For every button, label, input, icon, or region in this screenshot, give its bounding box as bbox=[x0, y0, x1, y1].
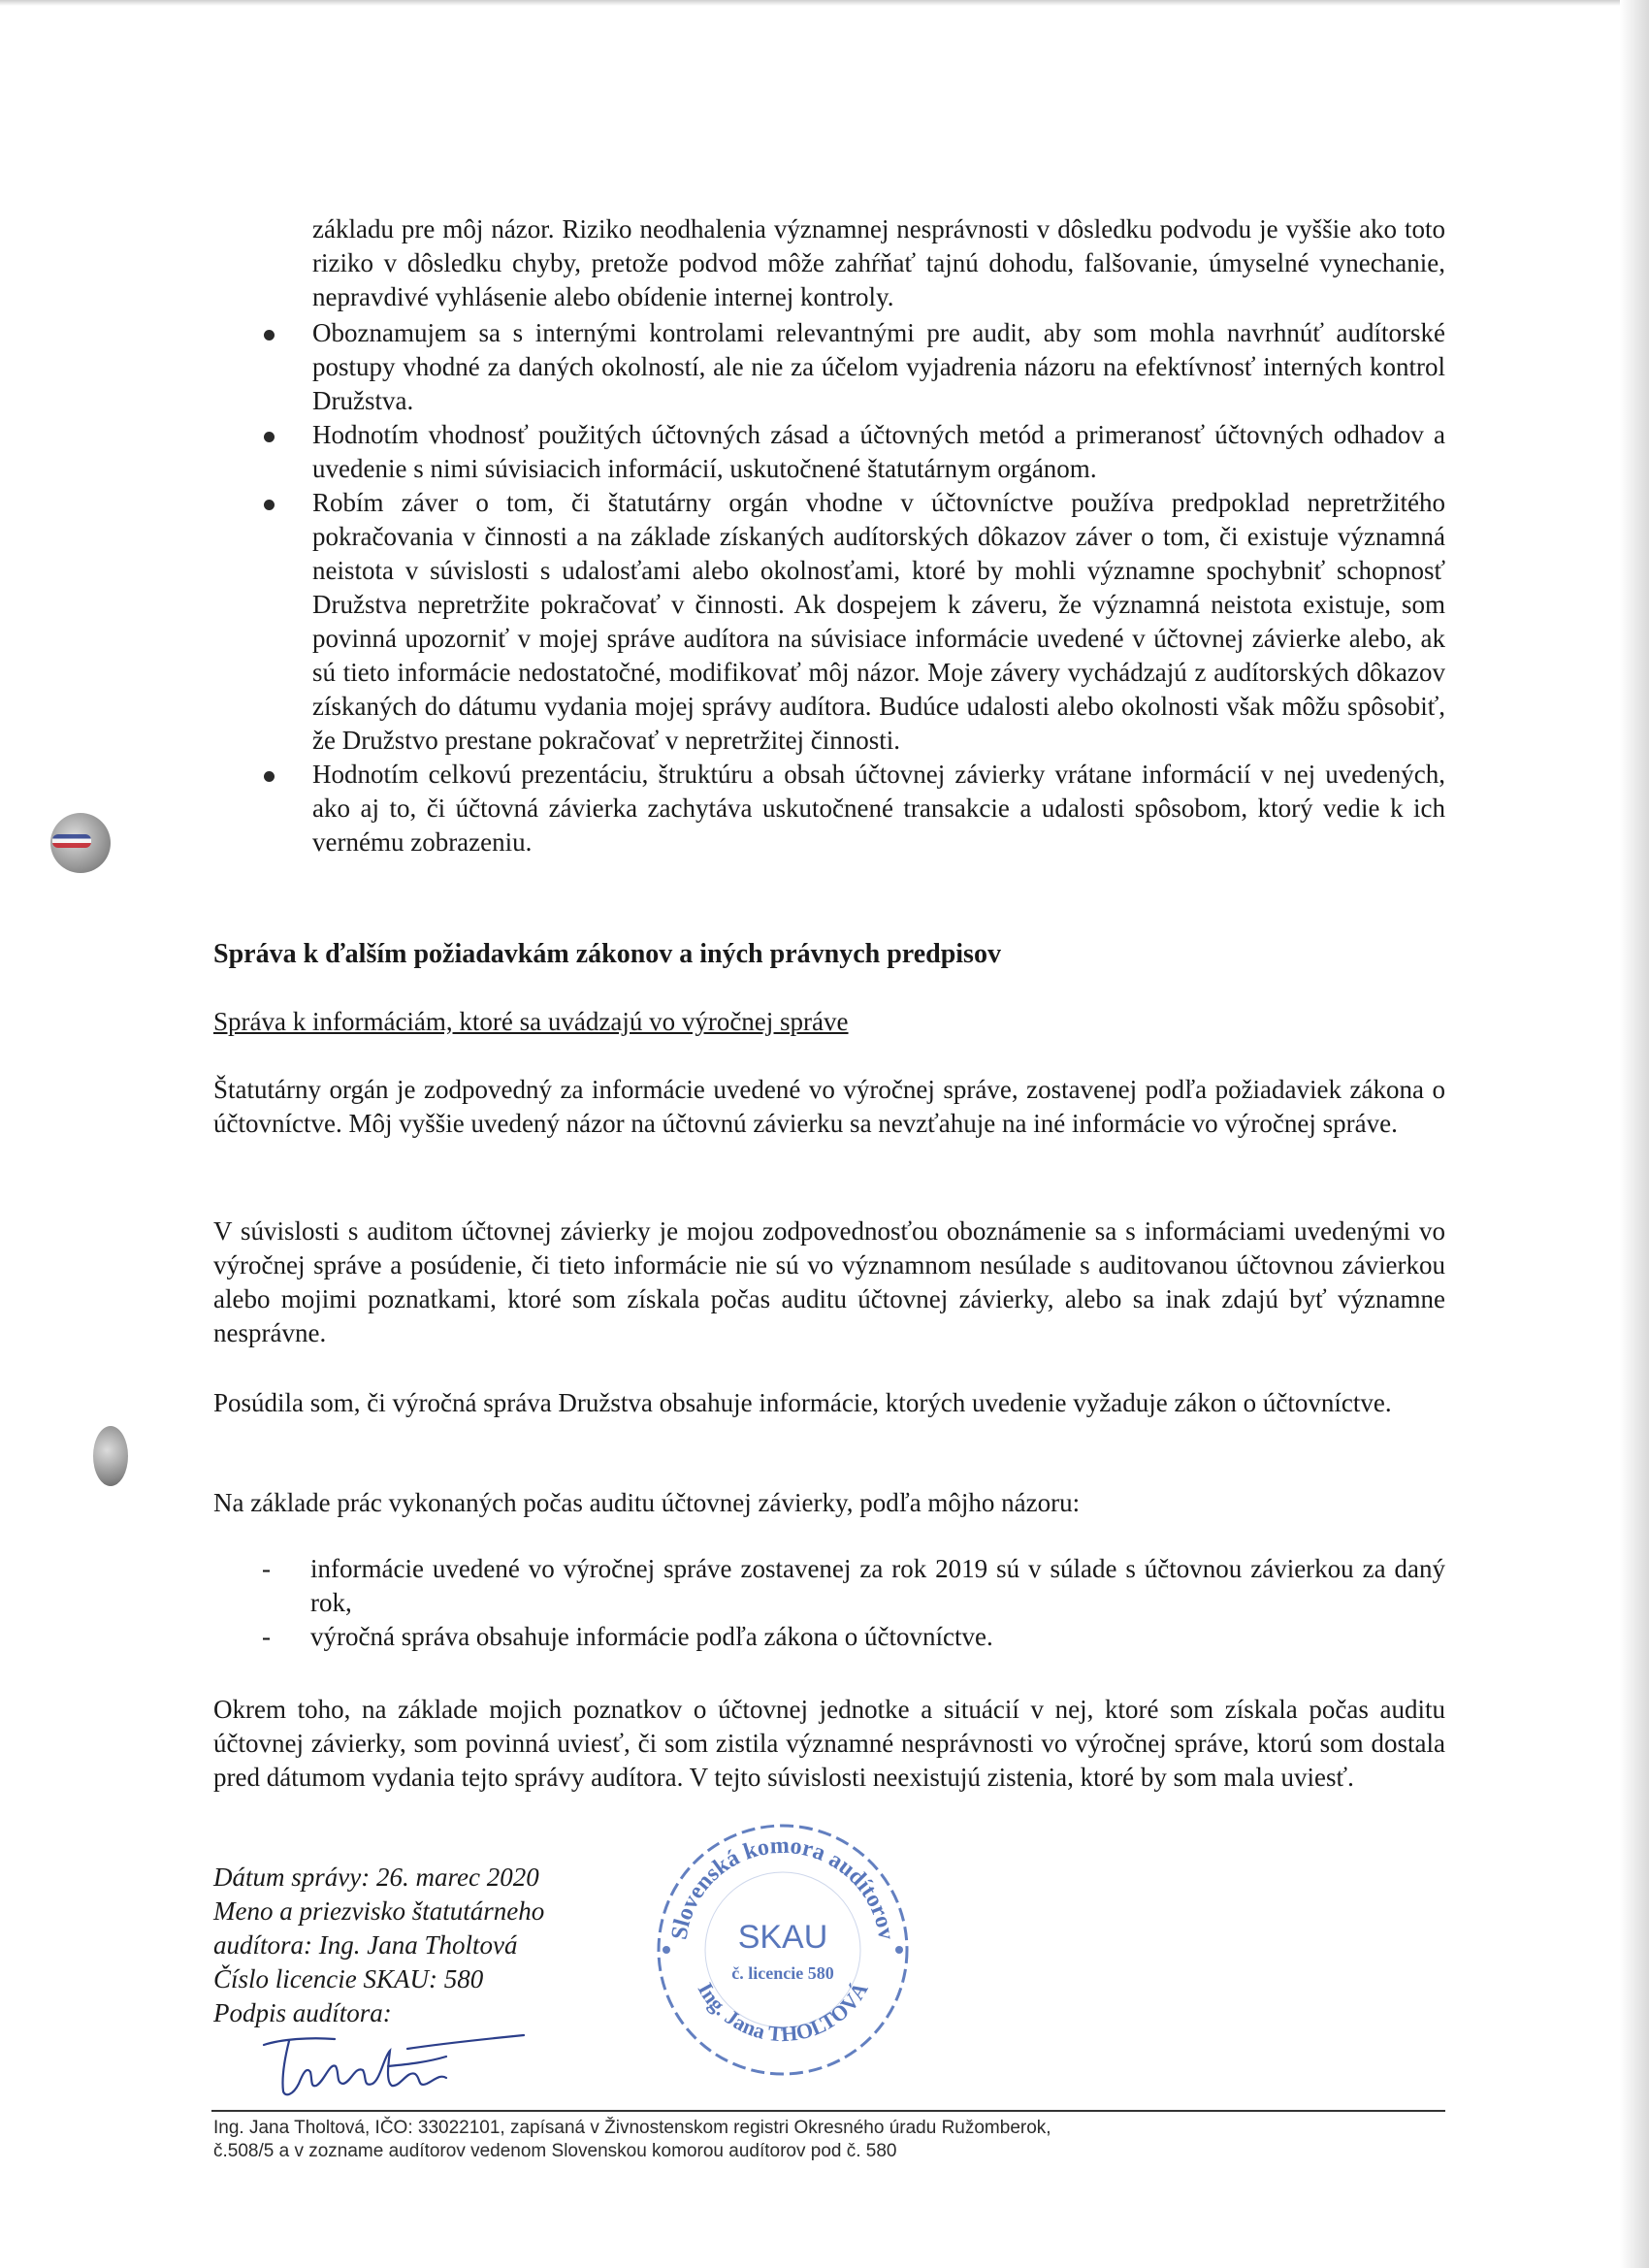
paragraph-audit-duty: V súvislosti s auditom účtovnej závierky je mojou zodpovednosťou oboznámenie sa s informáciami uvedenými vo výročnej správe a posúdenie, či tieto informácie nie sú vo významnom nesúlade s auditovanou účtovnou závierkou alebo mojimi poznatkami, ktoré som získala počas auditu účtovnej závierky, alebo sa inak zdajú byť významne nesprávne. bbox=[213, 1216, 1445, 1347]
footer-line: Ing. Jana Tholtová, IČO: 33022101, zapísaná v Živnostenskom registri Okresného úradu Ružomberok, bbox=[213, 2118, 1051, 2138]
report-date: Dátum správy: 26. marec 2020 bbox=[213, 1863, 539, 1892]
handwritten-signature bbox=[242, 2027, 534, 2105]
auditor-name: audítora: Ing. Jana Tholtová bbox=[213, 1930, 518, 1960]
continued-paragraph: základu pre môj názor. Riziko neodhalenia významnej nesprávnosti v dôsledku podvodu je vyššie ako toto riziko v dôsledku chyby, pretože podvod môže zahŕňať tajnú dohodu, falšovanie, úmyselné vynechanie, nepravdivé vyhlásenie alebo obídenie internej kontroly. bbox=[312, 214, 1445, 311]
paragraph-closing: Okrem toho, na základe mojich poznatkov o účtovnej jednotke a situácií v nej, ktoré som získala počas auditu účtovnej závierky, som povinná uviesť, či som zistila významné nesprávnosti vo výročnej správe, ktorú som dostala pred dátumom vydania tejto správy audítora. V tejto súvislosti neexistujú zistenia, ktoré by som mala uviesť. bbox=[213, 1695, 1445, 1792]
stamp-dot-icon bbox=[895, 1946, 903, 1954]
bullet-icon bbox=[264, 330, 275, 340]
list-item: - informácie uvedené vo výročnej správe zostavenej za rok 2019 sú v súlade s účtovnou závierkou za daný rok, bbox=[262, 1554, 1445, 1617]
bullet-icon bbox=[264, 500, 275, 510]
footer-divider bbox=[211, 2110, 1445, 2112]
signature-block bbox=[213, 1861, 621, 2030]
list-item: Oboznamujem sa s internými kontrolami relevantnými pre audit, aby som mohla navrhnúť audítorské postupy vhodné za daných okolností, ale nie za účelom vyjadrenia názoru na efektívnosť interných kontrol Družstva. bbox=[264, 316, 1445, 418]
audit-procedures-list bbox=[264, 316, 1445, 859]
dash-marker: - bbox=[262, 1554, 271, 1583]
opinion-list bbox=[262, 1552, 1445, 1654]
page-footer bbox=[213, 2117, 1447, 2163]
footer-line: č.508/5 a v zozname audítorov vedenom Slovenskou komorou audítorov pod č. 580 bbox=[213, 2141, 897, 2161]
list-item: Hodnotím celkovú prezentáciu, štruktúru a obsah účtovnej závierky vrátane informácií v nej uvedených, ako aj to, či účtovná závierka zachytáva uskutočnené transakcie a udalosti spôsobom, ktorý vedie k ich vernému zobrazeniu. bbox=[264, 758, 1445, 859]
dash-marker: - bbox=[262, 1622, 271, 1651]
scan-top-edge bbox=[0, 0, 1649, 6]
stamp-dot-icon bbox=[663, 1946, 670, 1954]
auditor-stamp bbox=[642, 1804, 923, 2086]
bullet-icon bbox=[264, 771, 275, 782]
section-heading: Správa k ďalším požiadavkám zákonov a iných právnych predpisov bbox=[213, 939, 1001, 969]
punch-hole bbox=[93, 1426, 128, 1486]
list-item: - výročná správa obsahuje informácie podľa zákona o účtovníctve. bbox=[262, 1620, 1445, 1654]
section-subheading: Správa k informáciám, ktoré sa uvádzajú vo výročnej správe bbox=[213, 1007, 849, 1036]
stamp-license: č. licencie 580 bbox=[731, 1963, 834, 1983]
list-item: Hodnotím vhodnosť použitých účtovných zásad a účtovných metód a primeranosť účtovných odhadov a uvedenie s nimi súvisiacich informácií, uskutočnené štatutárnym orgánom. bbox=[264, 418, 1445, 486]
signature-label: Podpis audítora: bbox=[213, 1998, 392, 2027]
paragraph-opinion-intro: Na základe prác vykonaných počas auditu účtovnej závierky, podľa môjho názoru: bbox=[213, 1488, 1081, 1517]
paragraph-assessment: Posúdila som, či výročná správa Družstva obsahuje informácie, ktorých uvedenie vyžaduje zákon o účtovníctve. bbox=[213, 1388, 1392, 1417]
license-number: Číslo licencie SKAU: 580 bbox=[213, 1964, 484, 1993]
scan-right-edge bbox=[1620, 0, 1649, 2268]
paragraph-responsibility: Štatutárny orgán je zodpovedný za informácie uvedené vo výročnej správe, zostavenej podľa požiadaviek zákona o účtovníctve. Môj vyššie uvedený názor na účtovnú závierku sa nevzťahuje na iné informácie vo výročnej správe. bbox=[213, 1075, 1445, 1138]
punch-hole-with-flag bbox=[50, 813, 111, 873]
list-item: Robím záver o tom, či štatutárny orgán vhodne v účtovníctve používa predpoklad nepretržitého pokračovania v činnosti a na základe získaných audítorských dôkazov záver o tom, či existuje významná neistota v súvislosti s udalosťami alebo okolnosťami, ktoré by mohli významne spochybniť schopnosť Družstva nepretržite pokračovať v činnosti. Ak dospejem k záveru, že významná neistota existuje, som povinná upozorniť v mojej správe audítora na súvisiace informácie uvedené v účtovnej závierke alebo, ak sú tieto informácie nedostatočné, modifikovať môj názor. Moje závery vychádzajú z audítorských dôkazov získaných do dátumu vydania mojej správy audítora. Budúce udalosti alebo okolnosti však môžu spôsobiť, že Družstvo prestane pokračovať v nepretržitej činnosti. bbox=[264, 486, 1445, 758]
stamp-ring-bottom: Ing. Jana THOLTOVÁ bbox=[693, 1978, 873, 2047]
bullet-icon bbox=[264, 432, 275, 442]
auditor-name-label: Meno a priezvisko štatutárneho bbox=[213, 1896, 545, 1926]
stamp-ring-top: Slovenská komora audítorov bbox=[666, 1832, 899, 1942]
stamp-center: SKAU bbox=[737, 1919, 828, 1956]
